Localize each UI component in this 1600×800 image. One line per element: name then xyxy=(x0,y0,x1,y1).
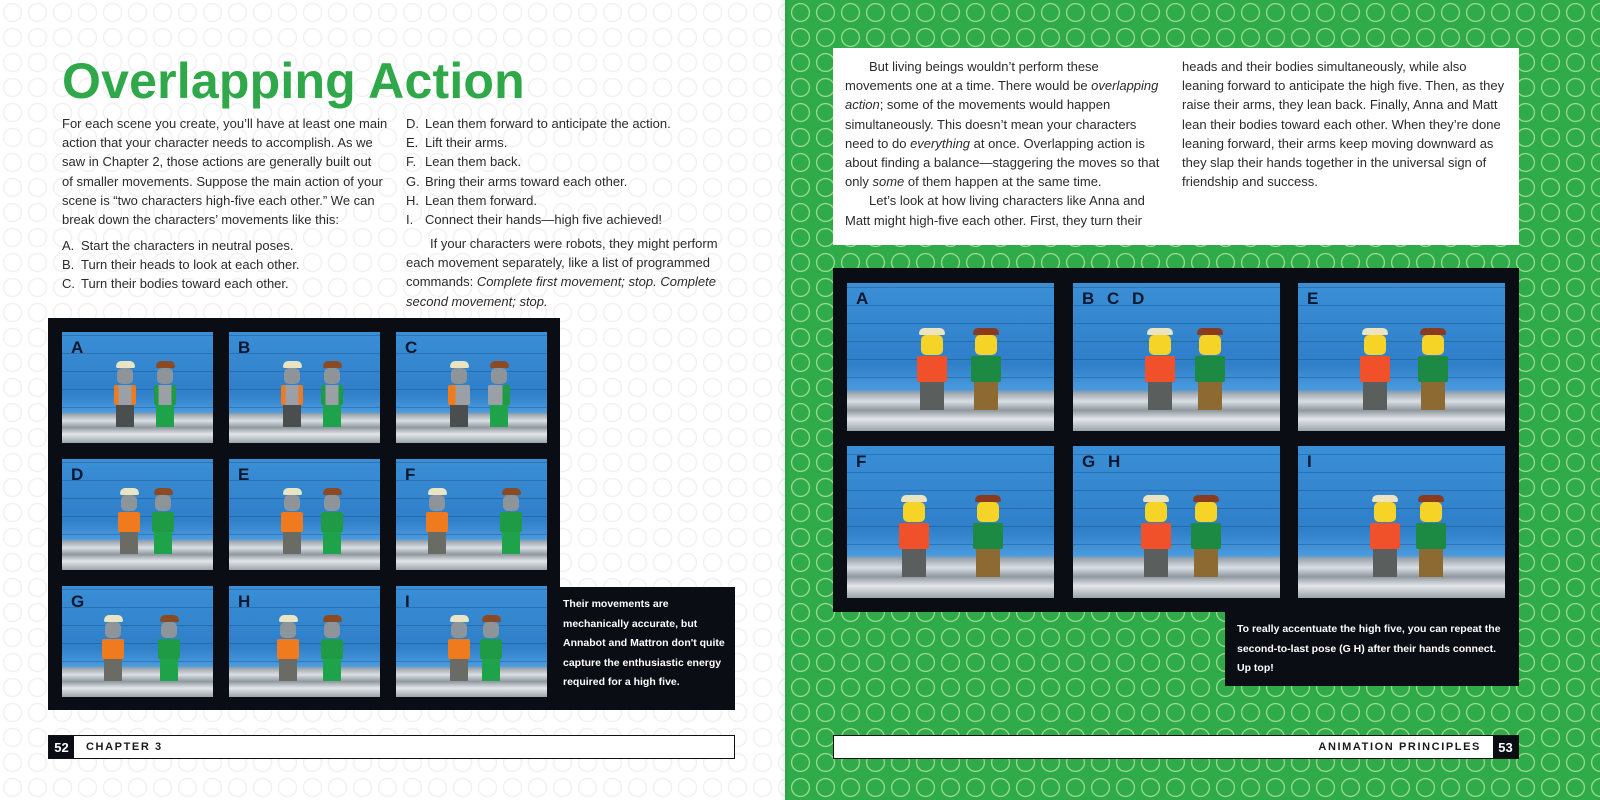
photo-frame-a: A xyxy=(62,332,213,443)
photo-frame-f: F xyxy=(847,446,1054,598)
photo-frame-bcd: B C D xyxy=(1073,283,1280,431)
right-text-box xyxy=(833,48,1519,245)
page-number: 52 xyxy=(49,736,74,758)
intro-line: action that your character needs to accomplish. As we xyxy=(62,135,373,151)
robot-caption: Their movements are mechanically accurate, but Annabot and Mattron don't quite capture the enthusiastic energy required for a high five. xyxy=(560,587,735,710)
step-item: I. Connect their hands—high five achieved! xyxy=(406,212,663,228)
right-column-2: heads and their bodies simultaneously, while also leaning forward to anticipate the high five. Then, as they raise their arms, they lean back. Finally, Anna and Matt lean their bodies toward each other. When they’re done leaning forward, their arms keep moving downward as they slap their hands together in the universal sign of friendship and success. xyxy=(1182,59,1505,190)
annabot-figure xyxy=(281,361,303,427)
matt-figure xyxy=(899,495,929,577)
photo-frame-e: E xyxy=(229,459,380,570)
photo-frame-e: E xyxy=(1298,283,1505,431)
mattron-figure xyxy=(480,615,502,681)
annabot-figure xyxy=(281,488,303,554)
photo-frame-b: B xyxy=(229,332,380,443)
step-item: C. Turn their bodies toward each other. xyxy=(62,276,289,292)
mattron-figure xyxy=(321,488,343,554)
photo-frame-a: A xyxy=(847,283,1054,431)
left-footer xyxy=(48,735,735,759)
photo-frame-g: G xyxy=(62,586,213,697)
annabot-figure xyxy=(426,488,448,554)
matt-figure xyxy=(1145,328,1175,410)
mattron-figure xyxy=(488,361,510,427)
right-column-1: But living beings wouldn’t perform these movements one at a time. There would be overlapping action; some of the movements would happen simultaneously. This doesn’t mean your characters need to do everything at once. Overlapping action is about finding a balance—staggering the moves so that only some of them happen at the same time. Let’s look at how living characters like Anna and Matt might high-five each other. First, they turn their xyxy=(845,59,1160,228)
matt-figure xyxy=(1141,495,1171,577)
section-label: ANIMATION PRINCIPLES xyxy=(1318,741,1481,753)
intro-line: For each scene you create, you’ll have at least one main xyxy=(62,116,388,131)
step-item: D. Lean them forward to anticipate the action. xyxy=(406,116,671,131)
annabot-figure xyxy=(114,361,136,427)
right-footer xyxy=(833,735,1519,759)
mattron-figure xyxy=(152,488,174,554)
step-item: G. Bring their arms toward each other. xyxy=(406,173,628,189)
intro-line: scene is “two characters high-five each other.” We can xyxy=(62,192,375,208)
steps-list-d-i xyxy=(406,114,736,229)
intro-line: break down the characters’ movements like this: xyxy=(62,212,339,228)
annabot-figure xyxy=(277,615,299,681)
anna-figure xyxy=(1195,328,1225,410)
matt-figure xyxy=(1360,328,1390,410)
mattron-figure xyxy=(321,361,343,427)
page-gutter xyxy=(780,0,790,800)
anna-figure xyxy=(1418,328,1448,410)
page-number: 53 xyxy=(1493,736,1518,758)
annabot-figure xyxy=(448,361,470,427)
photo-frame-i: I xyxy=(1298,446,1505,598)
photo-frame-c: C xyxy=(396,332,547,443)
steps-list-a-c xyxy=(62,236,392,294)
photo-frame-h: H xyxy=(229,586,380,697)
step-item: A. Start the characters in neutral poses. xyxy=(62,238,294,253)
mattron-figure xyxy=(321,615,343,681)
step-item: E. Lift their arms. xyxy=(406,135,508,151)
anna-figure xyxy=(973,495,1003,577)
step-item: B. Turn their heads to look at each other. xyxy=(62,257,300,273)
chapter-label: CHAPTER 3 xyxy=(86,741,163,753)
matt-figure xyxy=(917,328,947,410)
annabot-figure xyxy=(102,615,124,681)
photo-frame-gh: G H xyxy=(1073,446,1280,598)
mattron-figure xyxy=(500,488,522,554)
intro-line: of smaller movements. Suppose the main action of your xyxy=(62,173,383,189)
photo-frame-d: D xyxy=(62,459,213,570)
anna-figure xyxy=(1416,495,1446,577)
intro-line: saw in Chapter 2, those actions are generally built out xyxy=(62,154,372,170)
step-item: F. Lean them back. xyxy=(406,154,522,170)
anna-figure xyxy=(1191,495,1221,577)
page-title: Overlapping Action xyxy=(62,53,525,109)
photo-frame-i: I xyxy=(396,586,547,697)
anna-figure xyxy=(971,328,1001,410)
annabot-figure xyxy=(118,488,140,554)
photo-frame-f: F xyxy=(396,459,547,570)
annabot-figure xyxy=(448,615,470,681)
robot-photo-grid xyxy=(48,318,560,710)
robots-paragraph: If your characters were robots, they might perform each movement separately, like a list of programmed commands: Complete first movement; stop. Complete second movement; stop. xyxy=(406,236,718,309)
mattron-figure xyxy=(158,615,180,681)
matt-figure xyxy=(1370,495,1400,577)
minifig-photo-grid xyxy=(833,268,1519,612)
mattron-figure xyxy=(154,361,176,427)
step-item: H. Lean them forward. xyxy=(406,192,538,208)
intro-paragraph xyxy=(62,114,392,229)
high-five-caption: To really accentuate the high five, you can repeat the second-to-last pose (G H) after their hands connect. Up top! xyxy=(1225,612,1519,686)
